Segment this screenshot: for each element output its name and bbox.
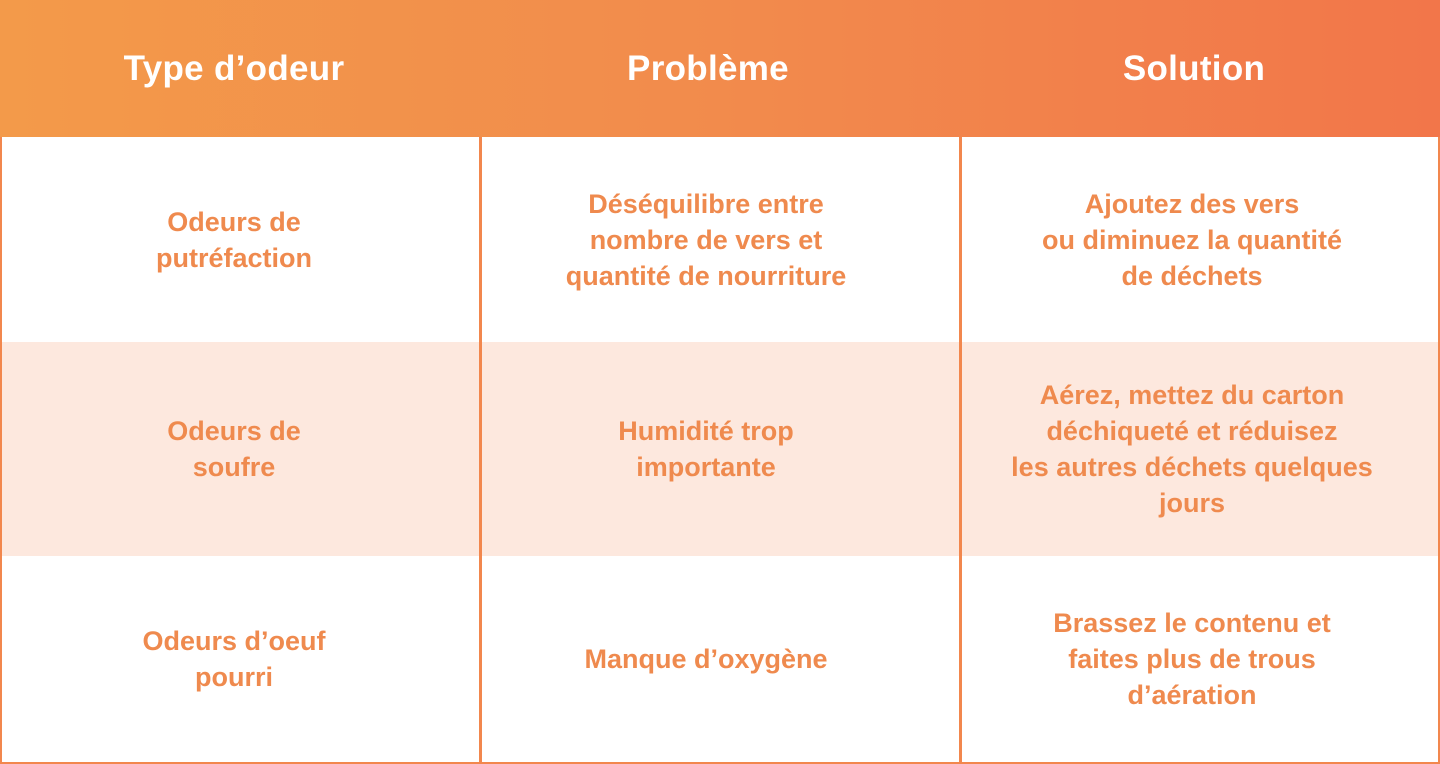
cell-type: Odeurs de soufre xyxy=(167,416,301,482)
column-divider xyxy=(959,137,962,762)
cell-solution: Ajoutez des vers ou diminuez la quantité de déchets xyxy=(1041,188,1342,291)
header-probleme: Problème xyxy=(627,48,789,88)
cell-solution: Aérez, mettez du carton déchiqueté et réduisez les autres déchets quelques jours xyxy=(1011,380,1373,518)
cell-probleme: Humidité trop importante xyxy=(618,416,794,482)
cell-probleme: Manque d’oxygène xyxy=(584,644,828,674)
header-solution: Solution xyxy=(1122,48,1266,88)
table-header xyxy=(0,0,1440,137)
cell-type: Odeurs de putréfaction xyxy=(155,206,312,273)
cell-probleme: Déséquilibre entre nombre de vers et quantité de nourriture xyxy=(565,188,847,291)
table-row xyxy=(2,342,1438,556)
table-body xyxy=(0,137,1440,764)
header-type-odeur: Type d’odeur xyxy=(123,48,345,88)
column-divider xyxy=(479,137,482,762)
cell-solution: Brassez le contenu et faites plus de trous d’aération xyxy=(1053,608,1331,710)
cell-type: Odeurs d’oeuf pourri xyxy=(142,626,326,692)
table-row xyxy=(2,556,1438,762)
table-row xyxy=(2,137,1438,342)
